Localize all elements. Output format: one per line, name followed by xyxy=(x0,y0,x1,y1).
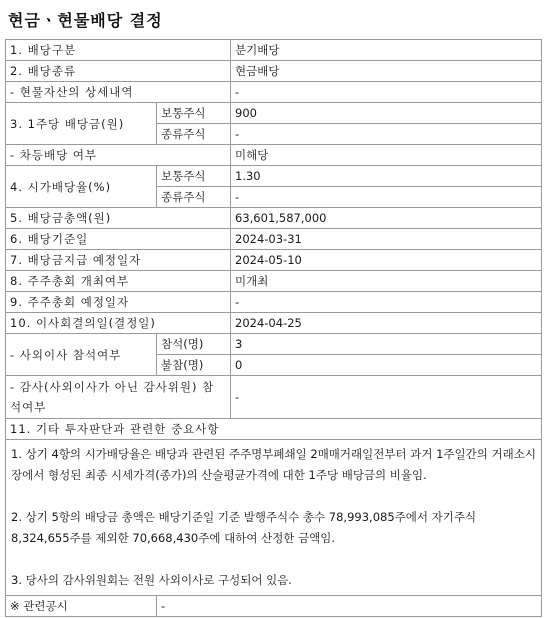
table-row xyxy=(6,103,542,124)
row-label: 3. 1주당 배당금(원) xyxy=(6,103,157,145)
row-label: 6. 배당기준일 xyxy=(6,229,231,250)
row-sublabel: 종류주식 xyxy=(157,124,231,145)
row-value: 2024-05-10 xyxy=(231,250,542,271)
table-row xyxy=(6,596,542,617)
table-row xyxy=(6,61,542,82)
table-row xyxy=(6,40,542,61)
page-title: 현금ㆍ현물배당 결정 xyxy=(8,11,163,30)
row-label: 2. 배당종류 xyxy=(6,61,231,82)
row-value: - xyxy=(231,376,542,419)
table-row xyxy=(6,376,542,419)
row-value: - xyxy=(231,82,542,103)
row-label: 7. 배당금지급 예정일자 xyxy=(6,250,231,271)
table-row xyxy=(6,229,542,250)
notes-cell xyxy=(6,440,542,596)
row-label: - 사외이사 참석여부 xyxy=(6,334,157,376)
table-row xyxy=(6,82,542,103)
row-label: - 감사(사외이사가 아닌 감사위원) 참석여부 xyxy=(6,376,231,419)
note-paragraph: 2. 상기 5항의 배당금 총액은 배당기준일 기준 발행주식수 총수 78,993,085주에서 자기주식 8,324,655주를 제외한 70,668,430주에 대하여 산정한 금액임. xyxy=(11,510,477,545)
row-value: 미해당 xyxy=(231,145,542,166)
row-label: 11. 기타 투자판단과 관련한 중요사항 xyxy=(6,419,542,440)
table-row xyxy=(6,334,542,355)
row-label: 10. 이사회결의일(결정일) xyxy=(6,313,231,334)
row-sublabel: 참석(명) xyxy=(157,334,231,355)
row-value: 미개최 xyxy=(231,271,542,292)
row-sublabel: 보통주식 xyxy=(157,166,231,187)
row-value: 3 xyxy=(231,334,542,355)
row-value: - xyxy=(231,124,542,145)
row-label: - 차등배당 여부 xyxy=(6,145,231,166)
row-label: 1. 배당구분 xyxy=(6,40,231,61)
row-sublabel: 종류주식 xyxy=(157,187,231,208)
table-row xyxy=(6,313,542,334)
row-sublabel: 불참(명) xyxy=(157,355,231,376)
row-value: 63,601,587,000 xyxy=(231,208,542,229)
row-label: 4. 시가배당율(%) xyxy=(6,166,157,208)
dividend-decision-table xyxy=(5,39,542,617)
row-label: - 현물자산의 상세내역 xyxy=(6,82,231,103)
table-row xyxy=(6,440,542,596)
related-disclosure-label: ※ 관련공시 xyxy=(6,596,157,617)
related-disclosure-value: - xyxy=(157,596,542,617)
table-row xyxy=(6,419,542,440)
row-value: 2024-03-31 xyxy=(231,229,542,250)
row-value: 2024-04-25 xyxy=(231,313,542,334)
row-value: - xyxy=(231,187,542,208)
row-value: 0 xyxy=(231,355,542,376)
row-label: 5. 배당금총액(원) xyxy=(6,208,231,229)
row-label: 9. 주주총회 예정일자 xyxy=(6,292,231,313)
note-paragraph: 3. 당사의 감사위원회는 전원 사외이사로 구성되어 있음. xyxy=(11,573,292,587)
row-value: 1.30 xyxy=(231,166,542,187)
row-value: 900 xyxy=(231,103,542,124)
table-row xyxy=(6,145,542,166)
row-value: - xyxy=(231,292,542,313)
row-label: 8. 주주총회 개최여부 xyxy=(6,271,231,292)
table-row xyxy=(6,166,542,187)
row-value: 현금배당 xyxy=(231,61,542,82)
row-value: 분기배당 xyxy=(231,40,542,61)
table-row xyxy=(6,271,542,292)
table-row xyxy=(6,292,542,313)
table-row xyxy=(6,208,542,229)
note-paragraph: 1. 상기 4항의 시가배당율은 배당과 관련된 주주명부폐쇄일 2매매거래일전부터 과거 1주일간의 거래소시장에서 형성된 최종 시세가격(종가)의 산술평균가격에 대한 1주당 배당금의 비율임. xyxy=(11,447,536,482)
table-row xyxy=(6,250,542,271)
row-sublabel: 보통주식 xyxy=(157,103,231,124)
